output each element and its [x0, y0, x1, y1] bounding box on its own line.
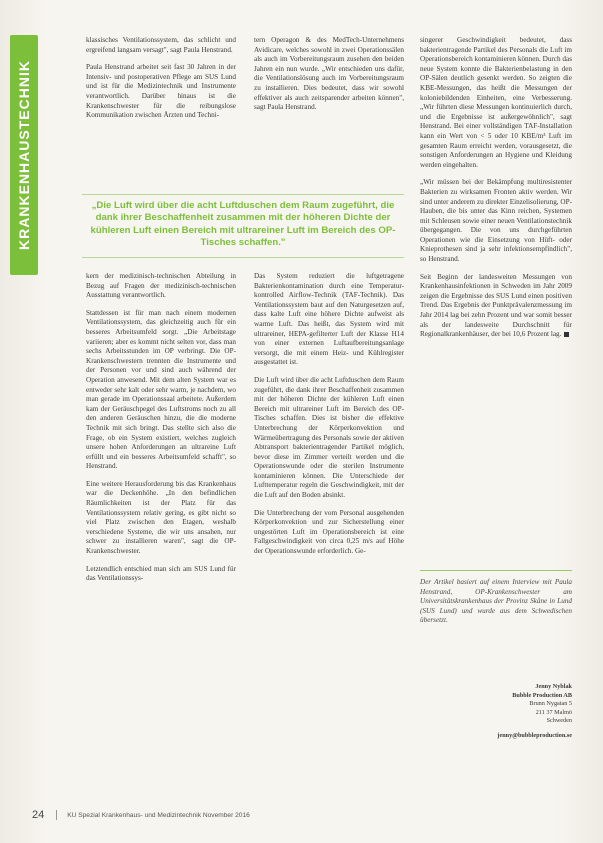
- pull-quote: „Die Luft wird über die acht Luftduschen dem Raum zugeführt, die dank ihrer Beschaffenheit zusammen mit der höheren Dichte der kühleren Luft einen Bereich mit ultrareiner Luft im Bereich des OP-Tisches schaffen.": [90, 200, 396, 249]
- author-street: Brunn Nygatan 5: [529, 700, 572, 708]
- author-name: Jenny Nyblak: [535, 683, 572, 690]
- author-box: [440, 683, 572, 741]
- section-label: KRANKENHAUSTECHNIK: [16, 60, 33, 250]
- paragraph: klassisches Ventilationssystem, das schlicht und ergreifend langsam versagt", sagt Paula Henstrand.: [86, 36, 236, 54]
- page-number: 24: [32, 809, 45, 821]
- quote-rule-top: [82, 194, 404, 195]
- paragraph: Letztendlich entschied man sich am SUS Lund für das Ventilationssys-: [86, 564, 236, 583]
- page-footer: [32, 808, 572, 822]
- paragraph: Paula Henstrand arbeitet seit fast 30 Jahren in der Intensiv- und postoperativen Pflege am SUS Lund und ist für die Medizintechnik und Instrumente verantwortlich. Darüber hinaus ist die Krankenschwester für die reibungslose Kommunikation zwischen Ärzten und Techni-: [86, 63, 236, 120]
- paragraph: Die Luft wird über die acht Luftduschen dem Raum zugeführt, die dank ihrer Beschaffenheit zusammen mit der höheren Dichte der kühleren Luft einen Bereich mit ultrareiner Luft im Bereich des OP-Tisches schaffen. Dies ist bisher die effektive Unterbrechung der Körperkonvektion und Wärmeübertragung des Personals sowie der aktiven Abtransport bakterientragender Partikel möglich, bevor diese im Zimmer verteilt werden und die Operationswunde oder die sterilen Instrumente kontaminieren können. Die Unterschiede der Lufttemperatur regeln die Geschwindigkeit, mit der die Luft auf den Boden absinkt.: [254, 375, 404, 500]
- paragraph: [420, 273, 572, 340]
- column-2-top: [254, 36, 404, 121]
- paragraph: Die Unterbrechung der vom Personal ausgehenden Körperkonvektion und zur Sicherstellung einer ungestörten Luft im Operationsbereich ist eine Fallgeschwindigkeit von circa 0,25 m/s auf Höhe der Operationswunde erforderlich. Ge-: [254, 508, 404, 556]
- paragraph: kern der medizinisch-technischen Abteilung in Bezug auf Fragen der medizinisch-technischen Ausstattung verantwortlich.: [86, 272, 236, 300]
- footer-publication: KU Spezial Krankenhaus- und Medizintechnik November 2016: [67, 811, 250, 819]
- quote-rule-bottom: [82, 257, 404, 258]
- paragraph: Das System reduziert die luftgetragene Bakterienkontamination durch eine Temperatur-kontrolled Airflow-Technik (TAF-Technik). Das Ventilationssystem baut auf den Naturgesetzen auf, dass kalte Luft eine höhere Dichte aufweist als warme Luft. Das heißt, das System wird mit ultrareiner, HEPA-gefilterter Luft der Klasse H14 von einer externen Luftaufbereitungsanlage versorgt, die mit einem Heiz- und Kühlregister ausgestattet ist.: [254, 272, 404, 367]
- author-company: Bubble Production AB: [512, 691, 572, 699]
- footer-divider: [56, 810, 57, 820]
- paragraph: „Wir müssen bei der Bekämpfung multiresistenter Bakterien zu wirksamen Fronten aktiv werden. Wir sind unter anderem zu direkter Einzelisolierung, OP-Hauben, die bis unter das Kinn reichen, Systemen mit Schleusen sowie einer neuen Ventilationstechnik übergegangen. Die von uns durchgeführten Operationen wie die Einsetzung von Hüft- oder Knieprothesen sind ja sehr infektionsempfindlich", so Henstrand.: [420, 178, 572, 264]
- paragraph: Eine weitere Herausforderung bis das Krankenhaus war die Deckenhöhe. „In den befindlichen Räumlichkeiten ist der Platz für das Ventilationssystem relativ gering, es gibt nicht so viel Platz zwischen den Etagen, weshalb verschiedene Systeme, die wir uns ansahen, nur schwer zu installieren waren", sagt die OP-Krankenschwester.: [86, 479, 236, 556]
- column-3: [420, 36, 572, 348]
- end-of-article-mark: [564, 332, 569, 337]
- author-city: 211 37 Malmö: [535, 708, 572, 716]
- section-tab: [10, 35, 38, 275]
- article-note: Der Artikel basiert auf einem Interview mit Paula Henstrand, OP-Krankenschwester am Universitätskrankenhaus der Provinz Skåne in Lund (SUS Lund) und wurde aus dem Schwedischen übersetzt.: [420, 578, 572, 625]
- column-2-bottom: [254, 272, 404, 565]
- column-1-top: [86, 36, 236, 129]
- paragraph: Stattdessen ist für man nach einem modernen Ventilationssystem, das gleichzeitig auch für ein besseres Arbeitsumfeld sorgt. „Die Arbeitstage variieren; aber es kommt nicht selten vor, dass man sechs Arbeitsstunden im OP verbringt. Die OP-Krankenschwestern trennten die Instrumente und der Personen vor und sind auch während der Operation anwesend. Mit dem alten System war es entweder sehr kalt oder sehr warm, je nachdem, wo man gerade im Operationssaal arbeitete. Außerdem kam der Geräuschpegel des Luftstroms noch zu all den anderen Geräuschen hinzu, die die moderne Technik mit sich bringt. Das stellte sich also die Frage, ob ein System existiert, welches zugleich unsere hohen Anforderungen an ultrareine Luft erfüllt und ein besseres Arbeitsumfeld schafft", so Henstrand.: [86, 308, 236, 471]
- author-email[interactable]: jenny@bubbleproduction.se: [497, 731, 572, 739]
- note-divider: [420, 570, 572, 571]
- paragraph: singerer Geschwindigkeit bedeutet, dass bakterientragende Partikel des Personals die Luft im Operationsbereich kontaminieren können. Durch das neue System konnte die Bakterienbelastung in den OP-Sälen deutlich gesenkt werden. So zeigten die KBE-Messungen, das heißt die Messungen der koloniebildenden Einheiten, eine Verbesserung. „Wir führten diese Messungen kontinuierlich durch, und die Ergebnisse ist außergewöhnlich", sagt Henstrand. Bei einer vollständigen TAF-Installation kann ein Wert von < 5 oder 10 KBE/m³ Luft im gesamten Raum erreicht werden, vorausgesetzt, die sonstigen Anforderungen an Hygiene und Kleidung werden eingehalten.: [420, 36, 572, 169]
- paragraph: tern Operagon & des MedTech-Unternehmens Avidicare, welches sowohl in zwei Operationssälen als auch im Vorbereitungsraum zusehen den beiden Jahren ein nun wurde. „Wir entschieden uns dafür, die Ventilationslösung auch im Vorbereitungsraum zu installieren. Dies bedeutet, dass wir sowohl effektiver als auch zeitsparender arbeiten können", sagt Paula Henstrand.: [254, 36, 404, 112]
- paragraph-text: Seit Beginn der landesweiten Messungen von Krankenhausinfektionen in Schweden im Jahr 2009 zeigen die Ergebnisse des SUS Lund einen positiven Trend. Das Ergebnis der Punktprävalenzmessung im Jahr 2014 lag bei zehn Prozent und war somit besser als der landesweite Durchschnitt für Regionalkrankenhäuser, der bei 10,6 Prozent lag.: [420, 272, 572, 339]
- author-country: Schweden: [546, 717, 572, 725]
- column-1-bottom: [86, 272, 236, 592]
